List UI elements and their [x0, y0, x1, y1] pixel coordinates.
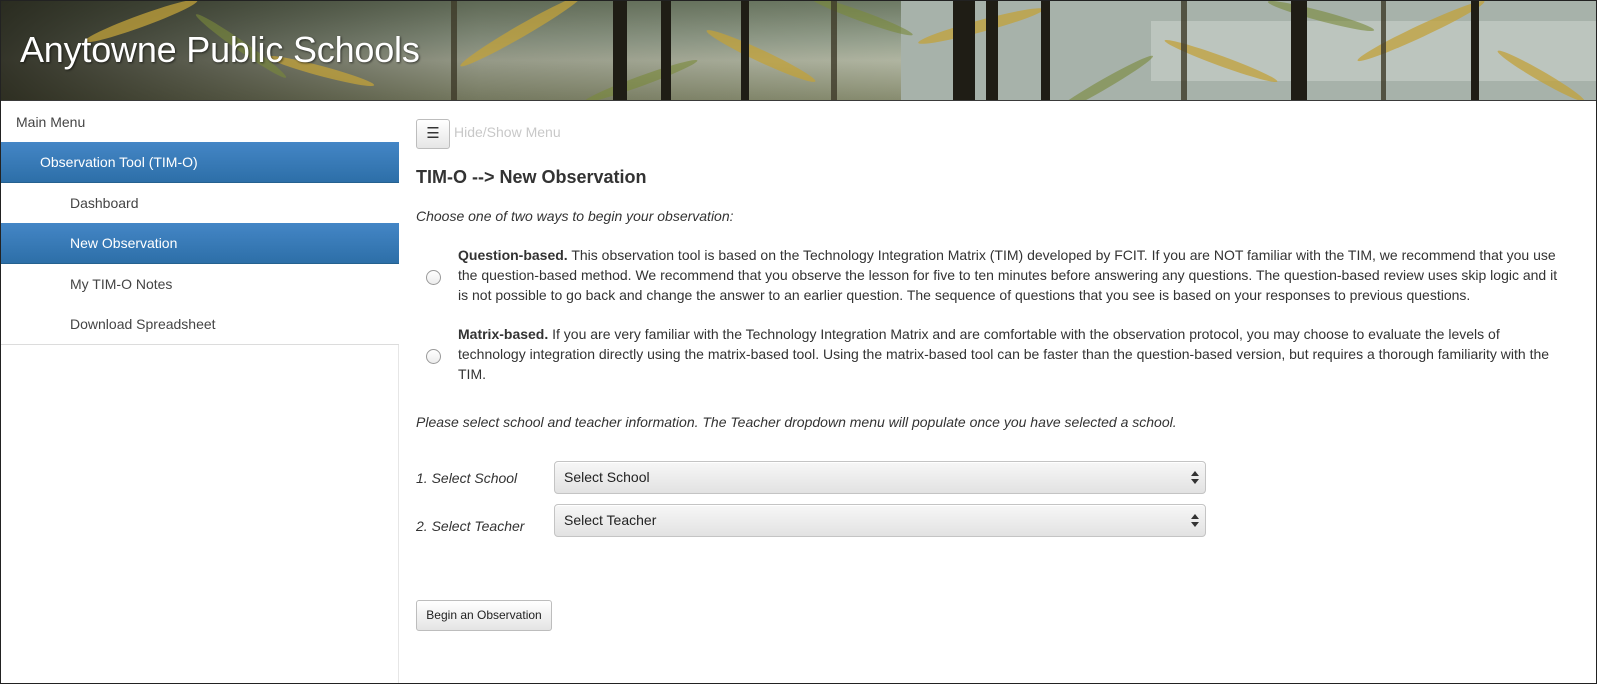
sidebar-item-label: Download Spreadsheet — [70, 316, 216, 332]
question-based-radio[interactable] — [426, 270, 441, 285]
teacher-label: 2. Select Teacher — [416, 518, 525, 534]
main-content — [400, 102, 1596, 684]
option-description — [458, 324, 1566, 384]
sidebar-item-my-notes[interactable] — [1, 264, 399, 305]
sidebar-item-label: New Observation — [70, 235, 178, 251]
hamburger-icon: ☰ — [426, 125, 440, 142]
option-question-based — [416, 245, 1566, 307]
school-label: 1. Select School — [416, 470, 518, 486]
menu-toggle-label: Hide/Show Menu — [454, 124, 561, 140]
option-description — [458, 245, 1566, 305]
sidebar-item-label: Dashboard — [70, 195, 139, 211]
teacher-select[interactable] — [554, 504, 1206, 537]
sidebar-item-observation-tool[interactable] — [1, 142, 399, 183]
option-text: This observation tool is based on the Technology Integration Matrix (TIM) developed by FCIT. If you are NOT familiar with the TIM, we recommend that you use the question-based method. We recommend that you observe the lesson for five to ten minutes before answering any questions. The question-based review uses skip logic and it is not possible to go back and change the answer to an earlier question. The sequence of questions that you see is based on your responses to previous questions. — [458, 247, 1558, 303]
school-select[interactable] — [554, 461, 1206, 494]
select-arrows-icon — [1191, 514, 1199, 528]
sidebar-item-download-spreadsheet[interactable] — [1, 304, 399, 345]
option-name: Question-based. — [458, 247, 568, 263]
teacher-select-value: Select Teacher — [564, 512, 657, 528]
header-banner — [1, 1, 1596, 101]
sidebar-item-new-observation[interactable] — [1, 223, 399, 264]
matrix-based-radio[interactable] — [426, 349, 441, 364]
select-instructions: Please select school and teacher information. The Teacher dropdown menu will populate once you have selected a school. — [416, 414, 1177, 430]
school-select-value: Select School — [564, 469, 650, 485]
select-arrows-icon — [1191, 471, 1199, 485]
option-name: Matrix-based. — [458, 326, 549, 342]
page-title: TIM-O --> New Observation — [416, 167, 647, 187]
sidebar-item-label: Main Menu — [16, 114, 86, 130]
menu-toggle-button[interactable] — [416, 119, 450, 149]
option-matrix-based — [416, 324, 1566, 386]
sidebar-item-label: My TIM-O Notes — [70, 276, 173, 292]
sidebar — [1, 102, 399, 684]
site-title: Anytowne Public Schools — [20, 29, 420, 70]
option-text: If you are very familiar with the Technology Integration Matrix and are comfortable with the observation protocol, you may choose to evaluate the levels of technology integration directly using the matrix-based tool. Using the matrix-based tool can be faster than the question-based version, but requires a thorough familiarity with the TIM. — [458, 326, 1550, 382]
sidebar-item-main-menu[interactable] — [1, 102, 399, 143]
begin-observation-button[interactable]: Begin an Observation — [416, 600, 552, 631]
sidebar-item-label: Observation Tool (TIM-O) — [40, 154, 198, 170]
sidebar-item-dashboard[interactable] — [1, 183, 399, 224]
intro-text: Choose one of two ways to begin your observation: — [416, 208, 734, 224]
